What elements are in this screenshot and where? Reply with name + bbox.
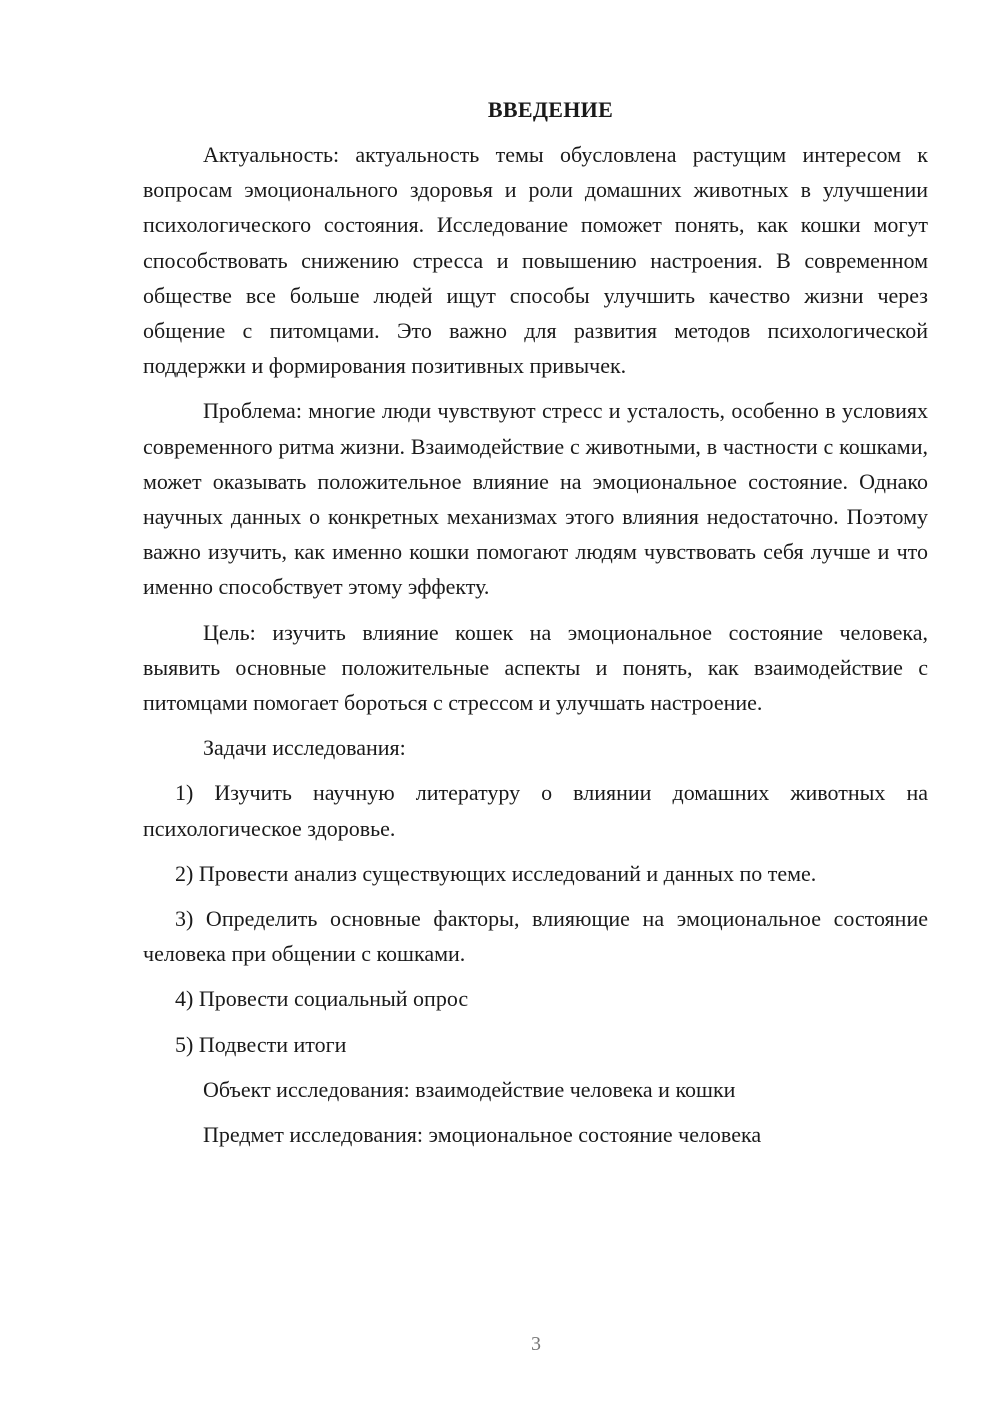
document-page: [143, 92, 928, 1152]
section-heading: ВВЕДЕНИЕ: [487, 97, 614, 122]
research-object: Объект исследования: взаимодействие человека и кошки: [203, 1076, 736, 1102]
task-item-2: 2) Провести анализ существующих исследований и данных по теме.: [175, 860, 817, 886]
task-item-5: 5) Подвести итоги: [175, 1031, 347, 1057]
task-item-3: 3) Определить основные факторы, влияющие на эмоциональное состояние человека при общении с кошками.: [143, 906, 928, 967]
problem-paragraph: Проблема: многие люди чувствуют стресс и усталость, особенно в условиях современного ритма жизни. Взаимодействие с животными, в частности с кошками, может оказывать положительное влияние на эмоциональное состояние. Однако научных данных о конкретных механизмах этого влияния недостаточно. Поэтому важно изучить, как именно кошки помогают людям чувствовать себя лучше и что именно способствует этому эффекту.: [143, 398, 928, 600]
page-number: 3: [531, 1333, 541, 1355]
task-item-4: 4) Провести социальный опрос: [175, 986, 469, 1012]
relevance-paragraph: Актуальность: актуальность темы обусловлена растущим интересом к вопросам эмоционального здоровья и роли домашних животных в улучшении психологического состояния. Исследование поможет понять, как кошки могут способствовать снижению стресса и повышению настроения. В современном обществе все больше людей ищут способы улучшить качество жизни через общение с питомцами. Это важно для развития методов психологической поддержки и формирования позитивных привычек.: [143, 142, 928, 379]
tasks-heading: Задачи исследования:: [203, 735, 406, 761]
task-item-1: 1) Изучить научную литературу о влиянии домашних животных на психологическое здоровье.: [143, 780, 928, 841]
goal-paragraph: Цель: изучить влияние кошек на эмоциональное состояние человека, выявить основные положительные аспекты и понять, как взаимодействие с питомцами помогает бороться с стрессом и улучшать настроение.: [143, 619, 928, 716]
research-subject: Предмет исследования: эмоциональное состояние человека: [203, 1122, 762, 1148]
